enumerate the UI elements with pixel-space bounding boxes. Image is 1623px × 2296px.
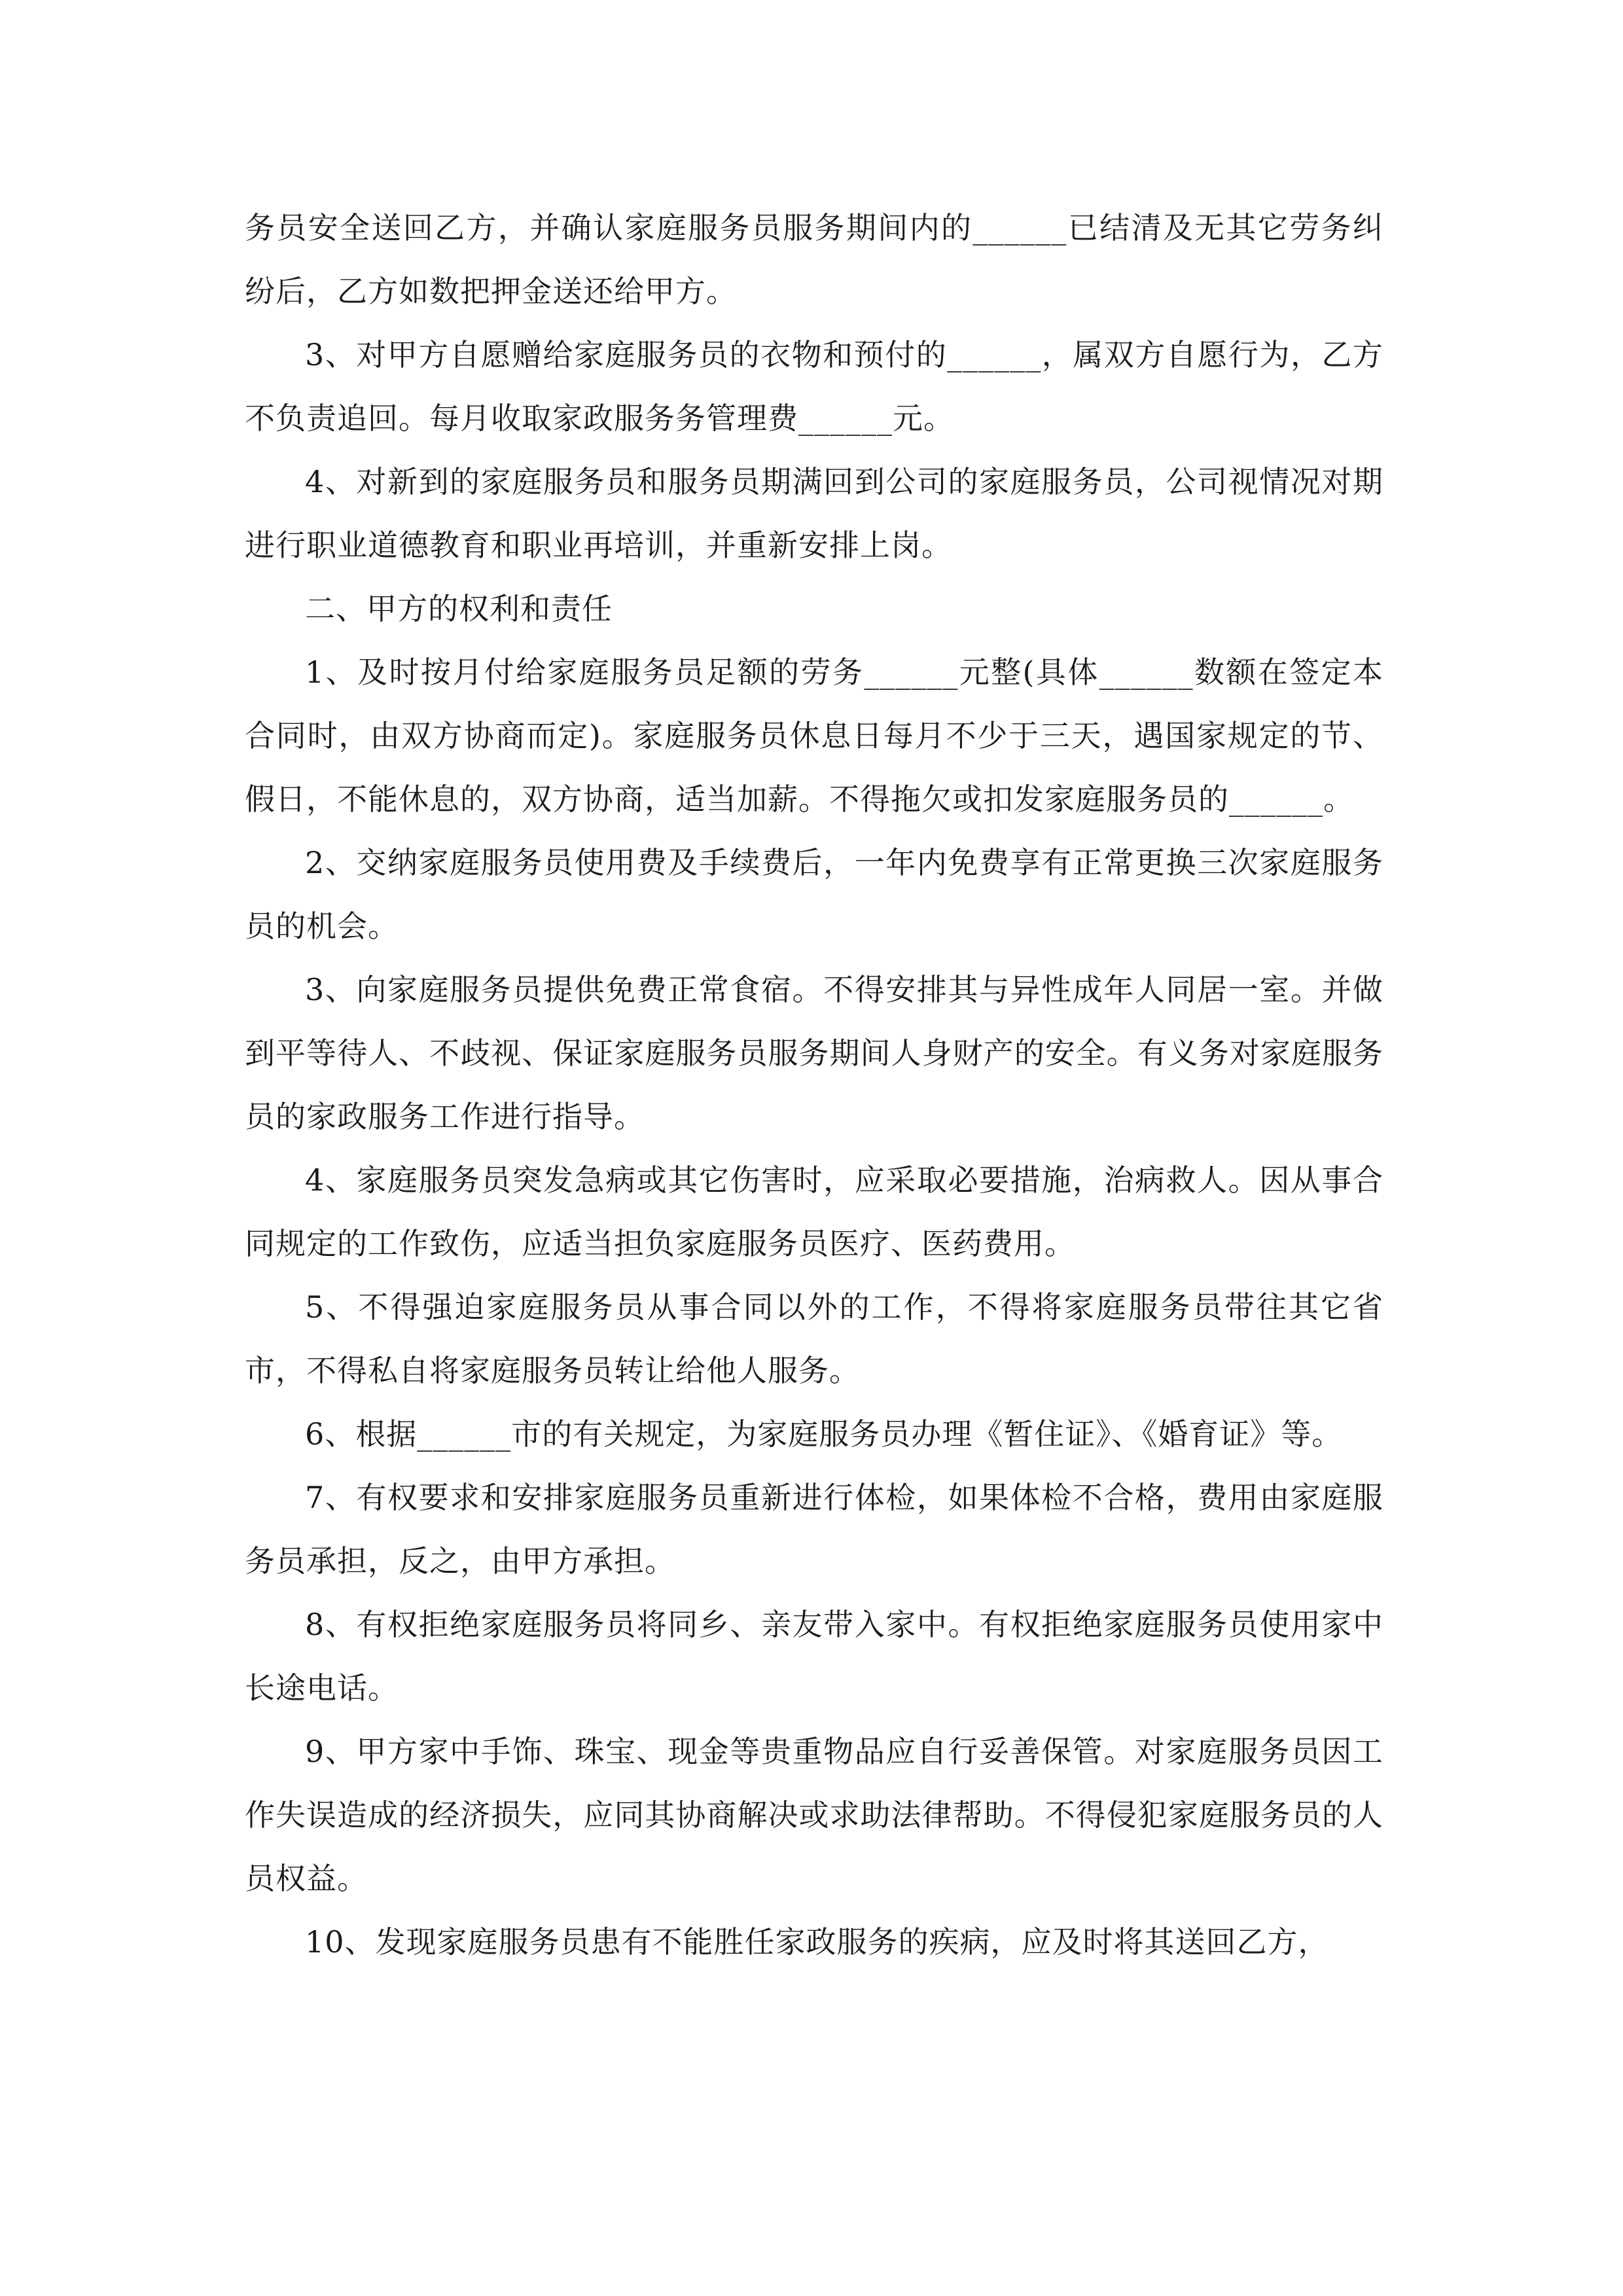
paragraph-9: 5、不得强迫家庭服务员从事合同以外的工作，不得将家庭服务员带往其它省市，不得私自将家庭服务员转让给他人服务。 <box>245 1289 1383 1388</box>
paragraph-8: 4、家庭服务员突发急病或其它伤害时，应采取必要措施，治病救人。因从事合同规定的工作致伤，应适当担负家庭服务员医疗、医药费用。 <box>245 1162 1383 1261</box>
paragraph-13: 9、甲方家中手饰、珠宝、现金等贵重物品应自行妥善保管。对家庭服务员因工作失误造成的经济损失，应同其协商解决或求助法律帮助。不得侵犯家庭服务员的人员权益。 <box>245 1734 1383 1896</box>
paragraph-2: 3、对甲方自愿赠给家庭服务员的衣物和预付的______，属双方自愿行为，乙方不负责追回。每月收取家政服务务管理费______元。 <box>245 337 1383 436</box>
paragraph-10: 6、根据______市的有关规定，为家庭服务员办理《暂住证》、《婚育证》等。 <box>305 1416 1343 1452</box>
paragraph-3: 4、对新到的家庭服务员和服务员期满回到公司的家庭服务员，公司视情况对期进行职业道德教育和职业再培训，并重新安排上岗。 <box>245 464 1383 563</box>
paragraph-12: 8、有权拒绝家庭服务员将同乡、亲友带入家中。有权拒绝家庭服务员使用家中长途电话。 <box>245 1607 1383 1706</box>
section-heading: 二、甲方的权利和责任 <box>305 591 613 626</box>
document-body <box>245 196 1383 1974</box>
paragraph-1: 务员安全送回乙方，并确认家庭服务员服务期间内的______已结清及无其它劳务纠纷后，乙方如数把押金送还给甲方。 <box>245 210 1383 309</box>
paragraph-6: 2、交纳家庭服务员使用费及手续费后，一年内免费享有正常更换三次家庭服务员的机会。 <box>245 845 1383 944</box>
paragraph-11: 7、有权要求和安排家庭服务员重新进行体检，如果体检不合格，费用由家庭服务员承担，反之，由甲方承担。 <box>245 1480 1383 1579</box>
paragraph-5: 1、及时按月付给家庭服务员足额的劳务______元整(具体______数额在签定本合同时，由双方协商而定)。家庭服务员休息日每月不少于三天，遇国家规定的节、假日，不能休息的，双方协商，适当加薪。不得拖欠或扣发家庭服务员的______。 <box>245 655 1383 817</box>
paragraph-7: 3、向家庭服务员提供免费正常食宿。不得安排其与异性成年人同居一室。并做到平等待人、不歧视、保证家庭服务员服务期间人身财产的安全。有义务对家庭服务员的家政服务工作进行指导。 <box>245 972 1383 1134</box>
paragraph-14: 10、发现家庭服务员患有不能胜任家政服务的疾病，应及时将其送回乙方， <box>305 1924 1329 1960</box>
